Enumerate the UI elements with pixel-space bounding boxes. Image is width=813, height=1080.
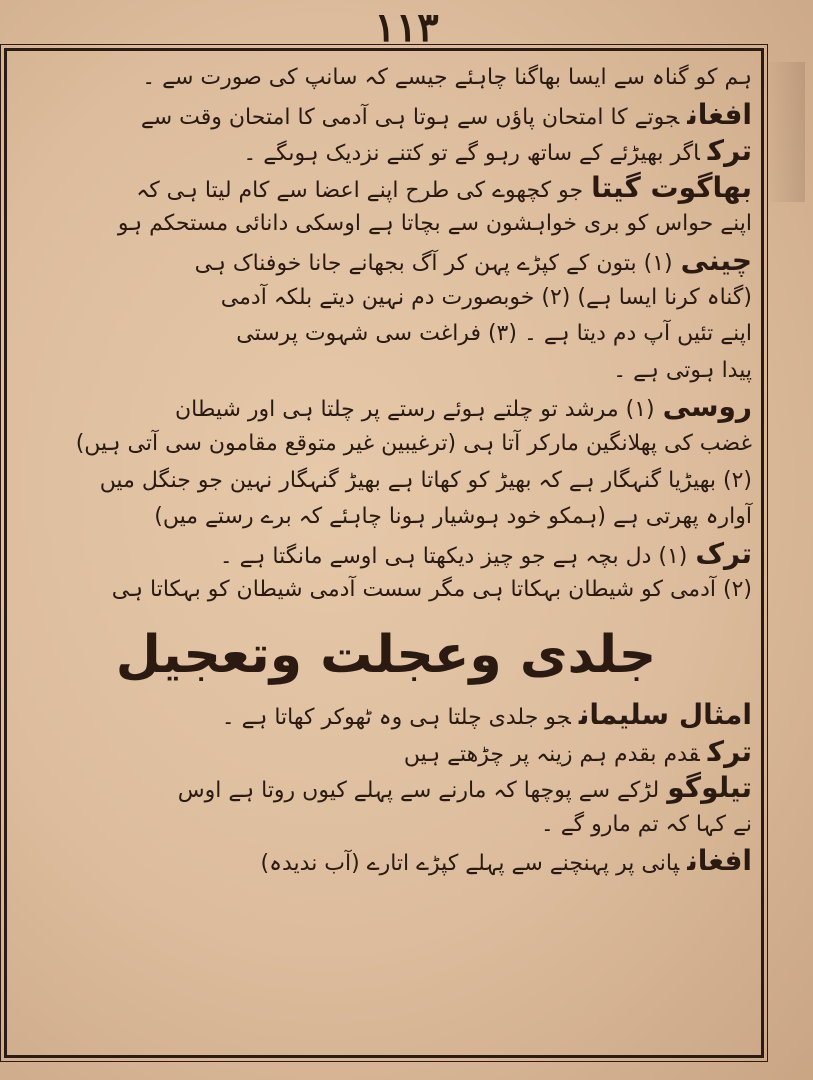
proverb-source-label: افغان — [687, 844, 752, 878]
proverbs-section — [14, 60, 758, 609]
text-line — [14, 499, 758, 536]
proverb-text: لڑکے سے پوچھا کہ مارنے سے پہلے کیوں روتا ہے اوس — [177, 778, 660, 804]
text-line — [14, 170, 758, 207]
text-line — [14, 843, 758, 880]
proverb-source-label: بھاگوت گیتا — [591, 170, 752, 204]
section-heading: جلدی وعجلت وتعجیل — [115, 624, 657, 685]
text-line — [14, 697, 758, 734]
text-line — [14, 770, 758, 807]
proverb-text: اگر بھیڑئے کے ساتھ رہو گے تو کتنے نزدیک ہوںگے ۔ — [243, 141, 700, 167]
proverb-text: غضب کی پھلانگین مارکر آتا ہی (ترغیبین غیر متوقع مقامون سی آتی ہیں) — [75, 430, 752, 456]
proverb-text: (۱) دل بچہ ہے جو چیز دیکھتا ہی اوسے مانگتا ہے ۔ — [219, 543, 688, 569]
text-line — [14, 572, 758, 609]
proverb-source-label: امثال سلیمان — [578, 697, 752, 731]
proverb-source-label: افغان — [687, 97, 752, 131]
proverb-text: ہم کو گناہ سے ایسا بھاگنا چاہئے جیسے کہ سانپ کی صورت سے ۔ — [142, 65, 752, 90]
proverb-text: جو کچھوے کی طرح اپنے اعضا سے کام لیتا ہی کہ — [136, 177, 584, 203]
text-line — [14, 389, 758, 426]
text-line — [14, 133, 758, 170]
proverb-text: اپنے حواس کو بری خواہشون سے بچاتا ہے اوسکی دانائی مستحکم ہو — [117, 211, 752, 237]
proverb-source-label: ترک — [707, 734, 752, 768]
text-line — [14, 536, 758, 573]
proverb-text: (۱) بتون کے کپڑے پہن کر آگ بجھانے جانا خوفناک ہی — [194, 250, 673, 276]
text-line — [14, 280, 758, 317]
text-line — [14, 206, 758, 243]
text-line — [14, 60, 758, 97]
proverb-text: (گناہ کرنا ایسا ہے) (۲) خوبصورت دم نہین دیتے بلکہ آدمی — [220, 284, 752, 310]
proverb-text: (۲) آدمی کو شیطان بہکاتا ہی مگر سست آدمی شیطان کو بہکاتا ہی — [111, 577, 752, 603]
text-line — [14, 426, 758, 463]
text-line — [14, 316, 758, 353]
proverb-text: قدم بقدم ہم زینہ پر چڑھتے ہیں — [403, 741, 700, 767]
text-line — [14, 353, 758, 390]
proverb-source-label: ترک — [695, 536, 752, 570]
page-content — [14, 60, 758, 1050]
ink-stain — [765, 62, 805, 202]
text-line — [14, 807, 758, 844]
proverb-text: (۱) مرشد تو چلتے ہوئے رستے پر چلتا ہی اور شیطان — [174, 397, 655, 423]
proverb-text: نے کہا کہ تم مارو گے ۔ — [540, 811, 752, 837]
proverb-text: پانی پر پہنچنے سے پہلے کپڑے اتارے (آب ندیدہ) — [260, 851, 680, 877]
proverb-source-label: تیلوگو — [667, 771, 752, 805]
proverb-source-label: ترک — [707, 134, 752, 168]
proverb-text: اپنے تئیں آپ دم دیتا ہے ۔ (۳) فراغت سی شہوت پرستی — [236, 321, 752, 347]
proverb-text: جوتے کا امتحان پاؤں سے ہوتا ہی آدمی کا امتحان وقت سے — [140, 104, 680, 130]
text-line — [14, 243, 758, 280]
page-number: ١١٣ — [374, 4, 439, 51]
text-line — [14, 734, 758, 771]
text-line — [14, 97, 758, 134]
proverb-text: آوارہ پھرتی ہے (ہمکو خود ہوشیار ہونا چاہئے کہ برے رستے میں) — [154, 504, 752, 530]
proverb-text: جو جلدی چلتا ہی وہ ٹھوکر کھاتا ہے ۔ — [221, 704, 571, 730]
proverb-text: پیدا ہوتی ہے ۔ — [613, 357, 752, 383]
proverb-source-label: چینی — [680, 243, 752, 277]
proverb-text: (۲) بھیڑیا گنہگار ہے کہ بھیڑ کو کھاتا ہے بھیڑ گنہگار نہین جو جنگل میں — [99, 467, 752, 493]
proverbs-section-haste — [14, 697, 758, 880]
proverb-source-label: روسی — [662, 390, 752, 424]
text-line — [14, 463, 758, 500]
